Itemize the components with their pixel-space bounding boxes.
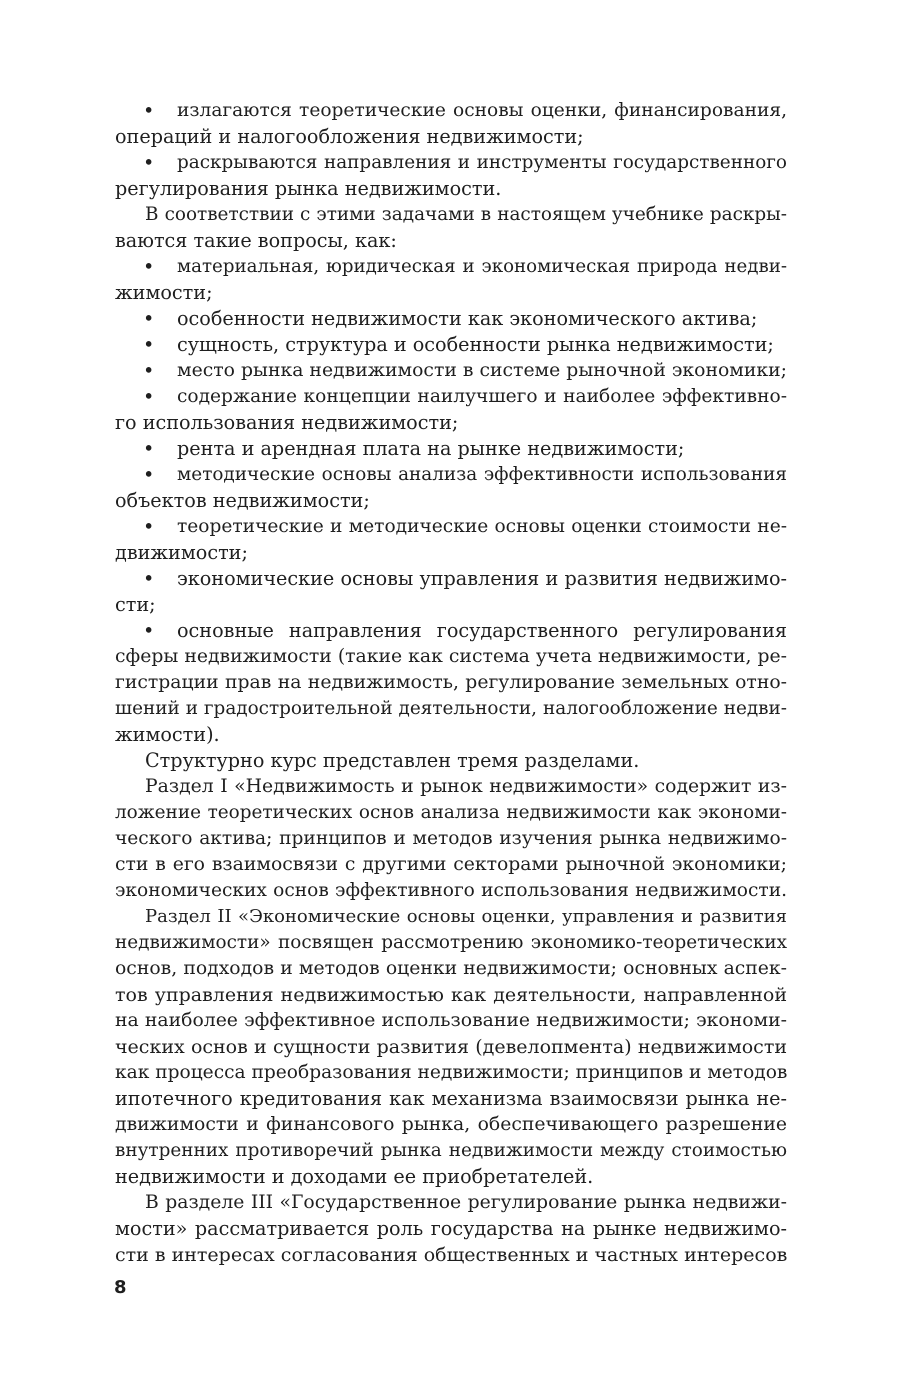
bullet-marker: • (143, 151, 155, 174)
text-line: сущность, структура и особенности рынка недвижимости; (177, 333, 774, 356)
text-line: ипотечного кредитования как механизма взаимосвязи рынка не- (115, 1087, 787, 1110)
text-line: В разделе III «Государственное регулирование рынка недвижи- (145, 1192, 787, 1213)
bullet-marker: • (143, 515, 155, 538)
text-line: как процесса преобразования недвижимости; принципов и методов (115, 1062, 788, 1083)
text-line: недвижимости» посвящен рассмотрению экономико-теоретических (115, 932, 787, 953)
bullet-marker: • (143, 619, 155, 642)
text-line: Структурно курс представлен тремя разделами. (145, 749, 640, 772)
text-line: ваются такие вопросы, как: (115, 229, 397, 252)
text-line: сти в интересах согласования общественных и частных интересов (115, 1244, 788, 1266)
bullet-marker: • (143, 437, 155, 460)
bullet-marker: • (143, 307, 155, 330)
text-line: раскрываются направления и инструменты государственного (177, 152, 787, 173)
text-line: излагаются теоретические основы оценки, финансирования, (177, 100, 787, 121)
text-line: основные направления государственного регулирования (177, 619, 787, 642)
text-line: движимости и финансового рынка, обеспечивающего разрешение (115, 1114, 787, 1135)
text-line: место рынка недвижимости в системе рыночной экономики; (177, 360, 787, 381)
text-line: недвижимости и доходами ее приобретателей. (115, 1165, 594, 1188)
text-line: гистрации прав на недвижимость, регулирование земельных отно- (115, 672, 787, 693)
text-line: тов управления недвижимостью как деятельности, направленной (115, 984, 787, 1006)
text-line: сти в его взаимосвязи с другими секторами рыночной экономики; (115, 854, 787, 875)
bullet-marker: • (143, 333, 155, 356)
text-line: рента и арендная плата на рынке недвижимости; (177, 437, 685, 460)
text-line: основ, подходов и методов оценки недвижимости; основных аспек- (115, 958, 787, 979)
text-line: сти; (115, 593, 156, 616)
text-line: на наиболее эффективное использование недвижимости; экономи- (115, 1010, 787, 1031)
text-line: экономические основы управления и развития недвижимо- (177, 567, 787, 590)
text-line: мости» рассматривается роль государства на рынке недвижимо- (115, 1217, 787, 1240)
text-line: ческих основ и сущности развития (девелопмента) недвижимости (115, 1036, 787, 1058)
text-line: ческого актива; принципов и методов изучения рынка недвижимо- (115, 828, 787, 849)
text-line: экономических основ эффективного использования недвижимости. (115, 880, 787, 901)
bullet-marker: • (143, 359, 155, 382)
text-line: теоретические и методические основы оценки стоимости не- (177, 516, 787, 537)
bullet-marker: • (143, 99, 155, 122)
text-line: регулирования рынка недвижимости. (115, 177, 502, 200)
text-line: операций и налогообложения недвижимости; (115, 125, 584, 148)
bullet-marker: • (143, 567, 155, 590)
text-line: ложение теоретических основ анализа недвижимости как экономи- (115, 802, 787, 823)
text-line: движимости; (115, 541, 248, 564)
bullet-marker: • (143, 385, 155, 408)
text-line: особенности недвижимости как экономического актива; (177, 307, 758, 330)
bullet-marker: • (143, 255, 155, 278)
text-line: материальная, юридическая и экономическая природа недви- (177, 256, 787, 277)
text-line: содержание концепции наилучшего и наиболее эффективно- (177, 386, 787, 407)
text-line: Раздел II «Экономические основы оценки, управления и развития (145, 906, 787, 927)
text-line: жимости; (115, 281, 213, 304)
text-line: сферы недвижимости (такие как система учета недвижимости, ре- (115, 646, 787, 667)
text-line: В соответствии с этими задачами в настоящем учебнике раскры- (145, 204, 787, 225)
text-line: Раздел I «Недвижимость и рынок недвижимости» содержит из- (145, 776, 787, 797)
text-line: го использования недвижимости; (115, 411, 459, 434)
page-number: 8 (114, 1277, 127, 1298)
bullet-marker: • (143, 463, 155, 486)
text-line: методические основы анализа эффективности использования (177, 464, 787, 485)
text-line: жимости). (115, 723, 220, 746)
text-line: внутренних противоречий рынка недвижимости между стоимостью (115, 1140, 787, 1161)
text-line: объектов недвижимости; (115, 489, 370, 512)
text-line: шений и градостроительной деятельности, налогообложение недви- (115, 698, 787, 719)
